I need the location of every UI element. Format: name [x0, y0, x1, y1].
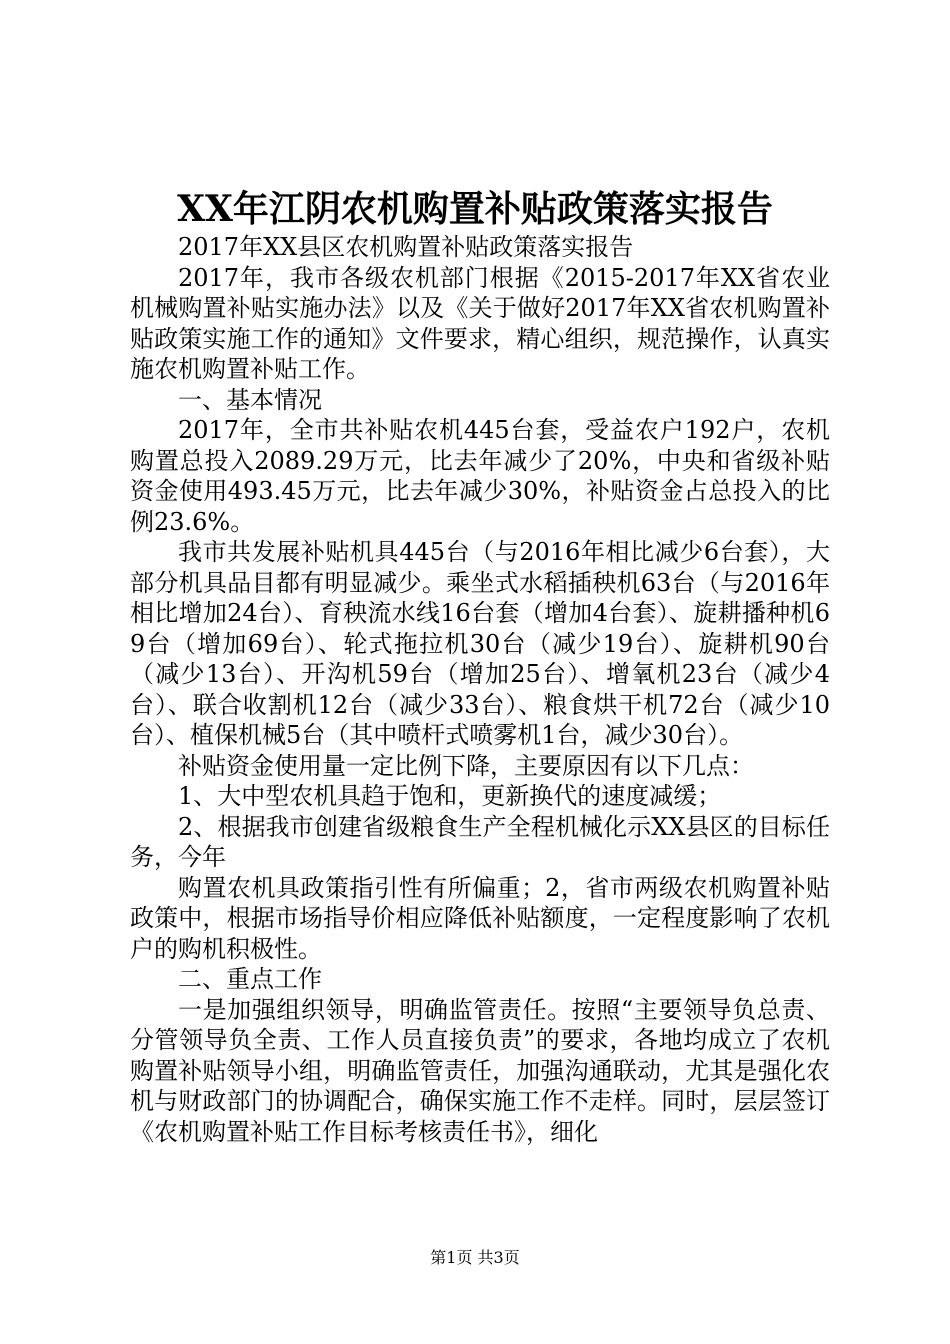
- paragraph-machinery: 我市共发展补贴机具445台（与2016年相比减少6台套），大部分机具品目都有明显减少。乘坐式水稻插秧机63台（与2016年相比增加24台）、育秧流水线16台套（增加4台套）、旋耕播种机69台（增加69台）、轮式拖拉机30台（减少19台）、旋耕机90台（减少13台）、开沟机59台（增加25台）、增氧机23台（减少4台）、联合收割机12台（减少33台）、粮食烘干机72台（减少10台）、植保机械5台（其中喷杆式喷雾机1台，减少30台）。: [130, 538, 830, 749]
- section-heading-basic: 一、基本情况: [178, 385, 322, 414]
- paragraph-reason-1: 1、大中型农机具趋于饱和，更新换代的速度减缓；: [178, 782, 722, 810]
- paragraph-key-work-1: 一是加强组织领导，明确监管责任。按照“主要领导负总责、分管领导负全责、工作人员直接负责”的要求，各地均成立了农机购置补贴领导小组，明确监管责任，加强沟通联动，尤其是强化农机与财政部门的协调配合，确保实施工作不走样。同时，层层签订《农机购置补贴工作目标考核责任书》，细化: [130, 995, 830, 1146]
- document-body: [130, 232, 830, 1147]
- paragraph-reason-2-cont: 购置农机具政策指引性有所偏重；2，省市两级农机购置补贴政策中，根据市场指导价相应降低补贴额度，一定程度影响了农机户的购机积极性。: [130, 873, 830, 963]
- paragraph-reason-2: 2、根据我市创建省级粮食生产全程机械化示XX县区的目标任务，今年: [130, 812, 830, 871]
- document-title: XX年江阴农机购置补贴政策落实报告: [177, 188, 773, 230]
- section-heading-key-work: 二、重点工作: [178, 965, 322, 993]
- paragraph-statistics: 2017年，全市共补贴农机445台套，受益农户192户，农机购置总投入2089.29万元，比去年减少了20%，中央和省级补贴资金使用493.45万元，比去年减少30%，补贴资金占总投入的比例23.6%。: [130, 416, 830, 536]
- paragraph-reasons: 补贴资金使用量一定比例下降，主要原因有以下几点：: [178, 751, 754, 780]
- paragraph-intro: 2017年，我市各级农机部门根据《2015-2017年XX省农业机械购置补贴实施办法》以及《关于做好2017年XX省农机购置补贴政策实施工作的通知》文件要求，精心组织，规范操作，认真实施农机购置补贴工作。: [130, 263, 830, 383]
- page-footer: 第1页 共3页: [430, 1248, 520, 1267]
- paragraph-subtitle: 2017年XX县区农机购置补贴政策落实报告: [178, 233, 634, 261]
